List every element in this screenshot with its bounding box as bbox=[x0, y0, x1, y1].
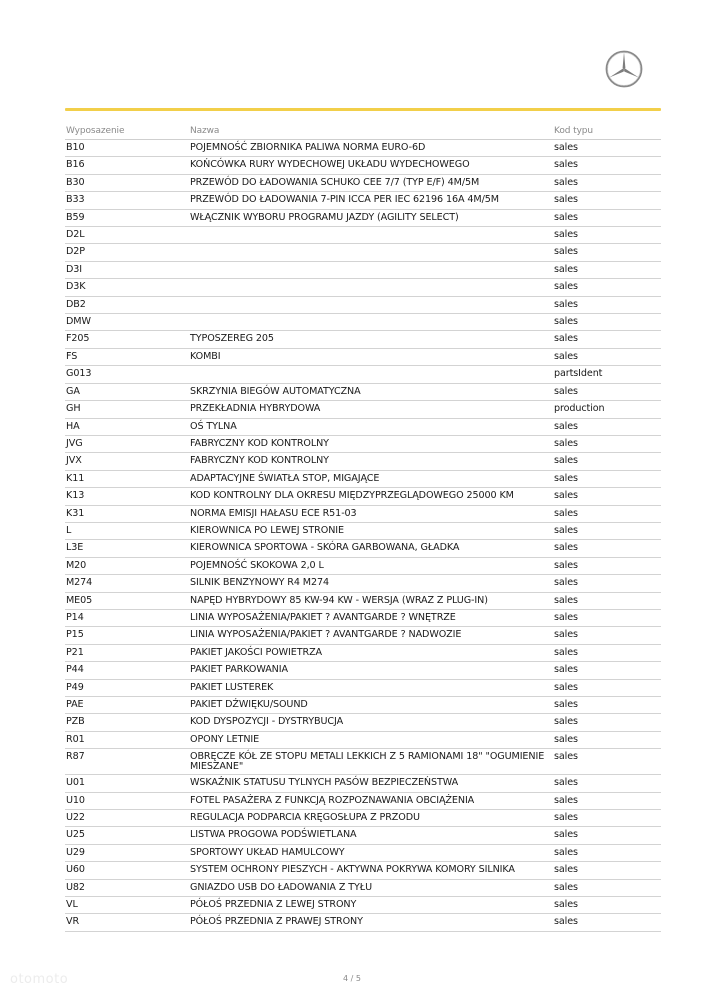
table-row bbox=[65, 879, 661, 896]
table-row bbox=[65, 401, 661, 418]
cell-type: sales bbox=[553, 627, 661, 644]
cell-code: D3I bbox=[65, 261, 189, 278]
table-row bbox=[65, 488, 661, 505]
cell-type: sales bbox=[553, 575, 661, 592]
cell-type: sales bbox=[553, 157, 661, 174]
cell-name: PRZEWÓD DO ŁADOWANIA SCHUKO CEE 7/7 (TYP E/F) 4M/5M bbox=[189, 174, 553, 191]
cell-code: U01 bbox=[65, 775, 189, 792]
cell-type: partsIdent bbox=[553, 366, 661, 383]
cell-type: sales bbox=[553, 522, 661, 539]
cell-code: B30 bbox=[65, 174, 189, 191]
cell-code: P14 bbox=[65, 609, 189, 626]
cell-type: sales bbox=[553, 827, 661, 844]
mercedes-star-icon bbox=[604, 49, 644, 89]
cell-name: KOD DYSPOZYCJI - DYSTRYBUCJA bbox=[189, 714, 553, 731]
cell-type: sales bbox=[553, 505, 661, 522]
cell-name bbox=[189, 227, 553, 244]
cell-type: sales bbox=[553, 348, 661, 365]
table-row bbox=[65, 314, 661, 331]
cell-name: KOŃCÓWKA RURY WYDECHOWEJ UKŁADU WYDECHOWEGO bbox=[189, 157, 553, 174]
cell-code: K31 bbox=[65, 505, 189, 522]
table-row bbox=[65, 557, 661, 574]
cell-name: PRZEWÓD DO ŁADOWANIA 7-PIN ICCA PER IEC 62196 16A 4M/5M bbox=[189, 192, 553, 209]
watermark-logo: otomoto bbox=[10, 972, 69, 987]
cell-code: K13 bbox=[65, 488, 189, 505]
cell-name: PAKIET DŹWIĘKU/SOUND bbox=[189, 697, 553, 714]
cell-name: NAPĘD HYBRYDOWY 85 KW-94 KW - WERSJA (WRAZ Z PLUG-IN) bbox=[189, 592, 553, 609]
cell-code: VR bbox=[65, 914, 189, 931]
cell-name bbox=[189, 279, 553, 296]
table-row bbox=[65, 731, 661, 748]
cell-type: sales bbox=[553, 609, 661, 626]
cell-name: PRZEKŁADNIA HYBRYDOWA bbox=[189, 401, 553, 418]
cell-code: B10 bbox=[65, 140, 189, 157]
column-header-type: Kod typu bbox=[553, 123, 661, 140]
table-row bbox=[65, 914, 661, 931]
cell-type: sales bbox=[553, 792, 661, 809]
cell-name: KIEROWNICA SPORTOWA - SKÓRA GARBOWANA, GŁADKA bbox=[189, 540, 553, 557]
table-row bbox=[65, 697, 661, 714]
cell-name: TYPOSZEREG 205 bbox=[189, 331, 553, 348]
table-row bbox=[65, 505, 661, 522]
cell-type: sales bbox=[553, 470, 661, 487]
cell-type: sales bbox=[553, 244, 661, 261]
cell-name: OPONY LETNIE bbox=[189, 731, 553, 748]
cell-code: M20 bbox=[65, 557, 189, 574]
cell-code: VL bbox=[65, 897, 189, 914]
cell-type: sales bbox=[553, 540, 661, 557]
table-row bbox=[65, 775, 661, 792]
table-row bbox=[65, 366, 661, 383]
cell-name: NORMA EMISJI HAŁASU ECE R51-03 bbox=[189, 505, 553, 522]
cell-type: sales bbox=[553, 418, 661, 435]
cell-code: HA bbox=[65, 418, 189, 435]
cell-code: DMW bbox=[65, 314, 189, 331]
cell-code: P15 bbox=[65, 627, 189, 644]
cell-type: sales bbox=[553, 679, 661, 696]
cell-type: sales bbox=[553, 140, 661, 157]
cell-name: KOMBI bbox=[189, 348, 553, 365]
table-row bbox=[65, 609, 661, 626]
table-row bbox=[65, 749, 661, 775]
table-row bbox=[65, 592, 661, 609]
cell-name bbox=[189, 314, 553, 331]
table-row bbox=[65, 227, 661, 244]
cell-type: sales bbox=[553, 209, 661, 226]
cell-name: FABRYCZNY KOD KONTROLNY bbox=[189, 435, 553, 452]
cell-code: U82 bbox=[65, 879, 189, 896]
cell-code: R87 bbox=[65, 749, 189, 775]
cell-code: R01 bbox=[65, 731, 189, 748]
cell-type: production bbox=[553, 401, 661, 418]
cell-type: sales bbox=[553, 331, 661, 348]
cell-type: sales bbox=[553, 592, 661, 609]
cell-code: U10 bbox=[65, 792, 189, 809]
table-row bbox=[65, 331, 661, 348]
cell-type: sales bbox=[553, 775, 661, 792]
table-row bbox=[65, 209, 661, 226]
cell-name: POJEMNOŚĆ ZBIORNIKA PALIWA NORMA EURO-6D bbox=[189, 140, 553, 157]
cell-type: sales bbox=[553, 897, 661, 914]
cell-code: L bbox=[65, 522, 189, 539]
cell-type: sales bbox=[553, 296, 661, 313]
table-header-row bbox=[65, 123, 661, 140]
table-row bbox=[65, 522, 661, 539]
table-row bbox=[65, 174, 661, 191]
cell-code: P21 bbox=[65, 644, 189, 661]
cell-type: sales bbox=[553, 644, 661, 661]
cell-type: sales bbox=[553, 383, 661, 400]
cell-type: sales bbox=[553, 314, 661, 331]
cell-name: PAKIET PARKOWANIA bbox=[189, 662, 553, 679]
cell-code: PAE bbox=[65, 697, 189, 714]
table-row bbox=[65, 470, 661, 487]
table-row bbox=[65, 679, 661, 696]
cell-code: M274 bbox=[65, 575, 189, 592]
table-row bbox=[65, 383, 661, 400]
cell-type: sales bbox=[553, 714, 661, 731]
equipment-table bbox=[65, 123, 661, 932]
table-row bbox=[65, 435, 661, 452]
cell-name bbox=[189, 261, 553, 278]
table-row bbox=[65, 644, 661, 661]
cell-code: D3K bbox=[65, 279, 189, 296]
table-row bbox=[65, 827, 661, 844]
cell-code: L3E bbox=[65, 540, 189, 557]
cell-code: GH bbox=[65, 401, 189, 418]
table-row bbox=[65, 714, 661, 731]
cell-name: KOD KONTROLNY DLA OKRESU MIĘDZYPRZEGLĄDOWEGO 25000 KM bbox=[189, 488, 553, 505]
table-row bbox=[65, 844, 661, 861]
table-row bbox=[65, 627, 661, 644]
table-row bbox=[65, 453, 661, 470]
cell-name: PÓŁOŚ PRZEDNIA Z LEWEJ STRONY bbox=[189, 897, 553, 914]
cell-code: D2P bbox=[65, 244, 189, 261]
cell-name: LINIA WYPOSAŻENIA/PAKIET ? AVANTGARDE ? NADWOZIE bbox=[189, 627, 553, 644]
table-row bbox=[65, 157, 661, 174]
cell-type: sales bbox=[553, 914, 661, 931]
cell-type: sales bbox=[553, 453, 661, 470]
column-header-name: Nazwa bbox=[189, 123, 553, 140]
cell-code: B16 bbox=[65, 157, 189, 174]
cell-code: B33 bbox=[65, 192, 189, 209]
cell-code: F205 bbox=[65, 331, 189, 348]
cell-code: PZB bbox=[65, 714, 189, 731]
cell-type: sales bbox=[553, 557, 661, 574]
cell-code: GA bbox=[65, 383, 189, 400]
table-row bbox=[65, 540, 661, 557]
cell-code: FS bbox=[65, 348, 189, 365]
cell-code: U25 bbox=[65, 827, 189, 844]
cell-code: G013 bbox=[65, 366, 189, 383]
cell-name: PÓŁOŚ PRZEDNIA Z PRAWEJ STRONY bbox=[189, 914, 553, 931]
cell-name: WŁĄCZNIK WYBORU PROGRAMU JAZDY (AGILITY SELECT) bbox=[189, 209, 553, 226]
cell-name: PAKIET JAKOŚCI POWIETRZA bbox=[189, 644, 553, 661]
table-row bbox=[65, 792, 661, 809]
cell-name bbox=[189, 296, 553, 313]
cell-name: LISTWA PROGOWA PODŚWIETLANA bbox=[189, 827, 553, 844]
cell-type: sales bbox=[553, 731, 661, 748]
cell-name: OBRĘCZE KÓŁ ZE STOPU METALI LEKKICH Z 5 RAMIONAMI 18" "OGUMIENIE MIESZANE" bbox=[189, 749, 553, 775]
cell-type: sales bbox=[553, 749, 661, 775]
cell-type: sales bbox=[553, 862, 661, 879]
cell-code: P49 bbox=[65, 679, 189, 696]
cell-type: sales bbox=[553, 662, 661, 679]
cell-type: sales bbox=[553, 279, 661, 296]
cell-name: SKRZYNIA BIEGÓW AUTOMATYCZNA bbox=[189, 383, 553, 400]
table-row bbox=[65, 140, 661, 157]
cell-code: U29 bbox=[65, 844, 189, 861]
table-row bbox=[65, 348, 661, 365]
cell-name: FABRYCZNY KOD KONTROLNY bbox=[189, 453, 553, 470]
cell-type: sales bbox=[553, 844, 661, 861]
cell-name: POJEMNOŚĆ SKOKOWA 2,0 L bbox=[189, 557, 553, 574]
cell-name bbox=[189, 244, 553, 261]
page-indicator: 4 / 5 bbox=[343, 974, 361, 983]
cell-name bbox=[189, 366, 553, 383]
table-row bbox=[65, 662, 661, 679]
cell-type: sales bbox=[553, 879, 661, 896]
header-divider bbox=[65, 108, 661, 111]
cell-name: PAKIET LUSTEREK bbox=[189, 679, 553, 696]
cell-code: D2L bbox=[65, 227, 189, 244]
table-row bbox=[65, 244, 661, 261]
cell-code: B59 bbox=[65, 209, 189, 226]
cell-name: SYSTEM OCHRONY PIESZYCH - AKTYWNA POKRYWA KOMORY SILNIKA bbox=[189, 862, 553, 879]
table-row bbox=[65, 810, 661, 827]
cell-type: sales bbox=[553, 435, 661, 452]
cell-type: sales bbox=[553, 488, 661, 505]
cell-type: sales bbox=[553, 261, 661, 278]
cell-type: sales bbox=[553, 810, 661, 827]
table-row bbox=[65, 897, 661, 914]
cell-name: ADAPTACYJNE ŚWIATŁA STOP, MIGAJĄCE bbox=[189, 470, 553, 487]
table-row bbox=[65, 418, 661, 435]
cell-code: U22 bbox=[65, 810, 189, 827]
cell-name: SILNIK BENZYNOWY R4 M274 bbox=[189, 575, 553, 592]
cell-name: WSKAŹNIK STATUSU TYLNYCH PASÓW BEZPIECZEŃSTWA bbox=[189, 775, 553, 792]
table-row bbox=[65, 862, 661, 879]
table-row bbox=[65, 192, 661, 209]
cell-name: LINIA WYPOSAŻENIA/PAKIET ? AVANTGARDE ? WNĘTRZE bbox=[189, 609, 553, 626]
cell-name: OŚ TYLNA bbox=[189, 418, 553, 435]
cell-name: FOTEL PASAŻERA Z FUNKCJĄ ROZPOZNAWANIA OBCIĄŻENIA bbox=[189, 792, 553, 809]
cell-type: sales bbox=[553, 174, 661, 191]
cell-code: U60 bbox=[65, 862, 189, 879]
table-row bbox=[65, 296, 661, 313]
cell-type: sales bbox=[553, 192, 661, 209]
cell-code: DB2 bbox=[65, 296, 189, 313]
cell-name: SPORTOWY UKŁAD HAMULCOWY bbox=[189, 844, 553, 861]
cell-type: sales bbox=[553, 697, 661, 714]
cell-name: GNIAZDO USB DO ŁADOWANIA Z TYŁU bbox=[189, 879, 553, 896]
column-header-code: Wyposazenie bbox=[65, 123, 189, 140]
table-row bbox=[65, 261, 661, 278]
cell-code: JVX bbox=[65, 453, 189, 470]
cell-code: ME05 bbox=[65, 592, 189, 609]
table-body bbox=[65, 140, 661, 932]
cell-code: JVG bbox=[65, 435, 189, 452]
cell-type: sales bbox=[553, 227, 661, 244]
cell-code: P44 bbox=[65, 662, 189, 679]
table-row bbox=[65, 575, 661, 592]
cell-name: KIEROWNICA PO LEWEJ STRONIE bbox=[189, 522, 553, 539]
cell-name: REGULACJA PODPARCIA KRĘGOSŁUPA Z PRZODU bbox=[189, 810, 553, 827]
cell-code: K11 bbox=[65, 470, 189, 487]
table-row bbox=[65, 279, 661, 296]
